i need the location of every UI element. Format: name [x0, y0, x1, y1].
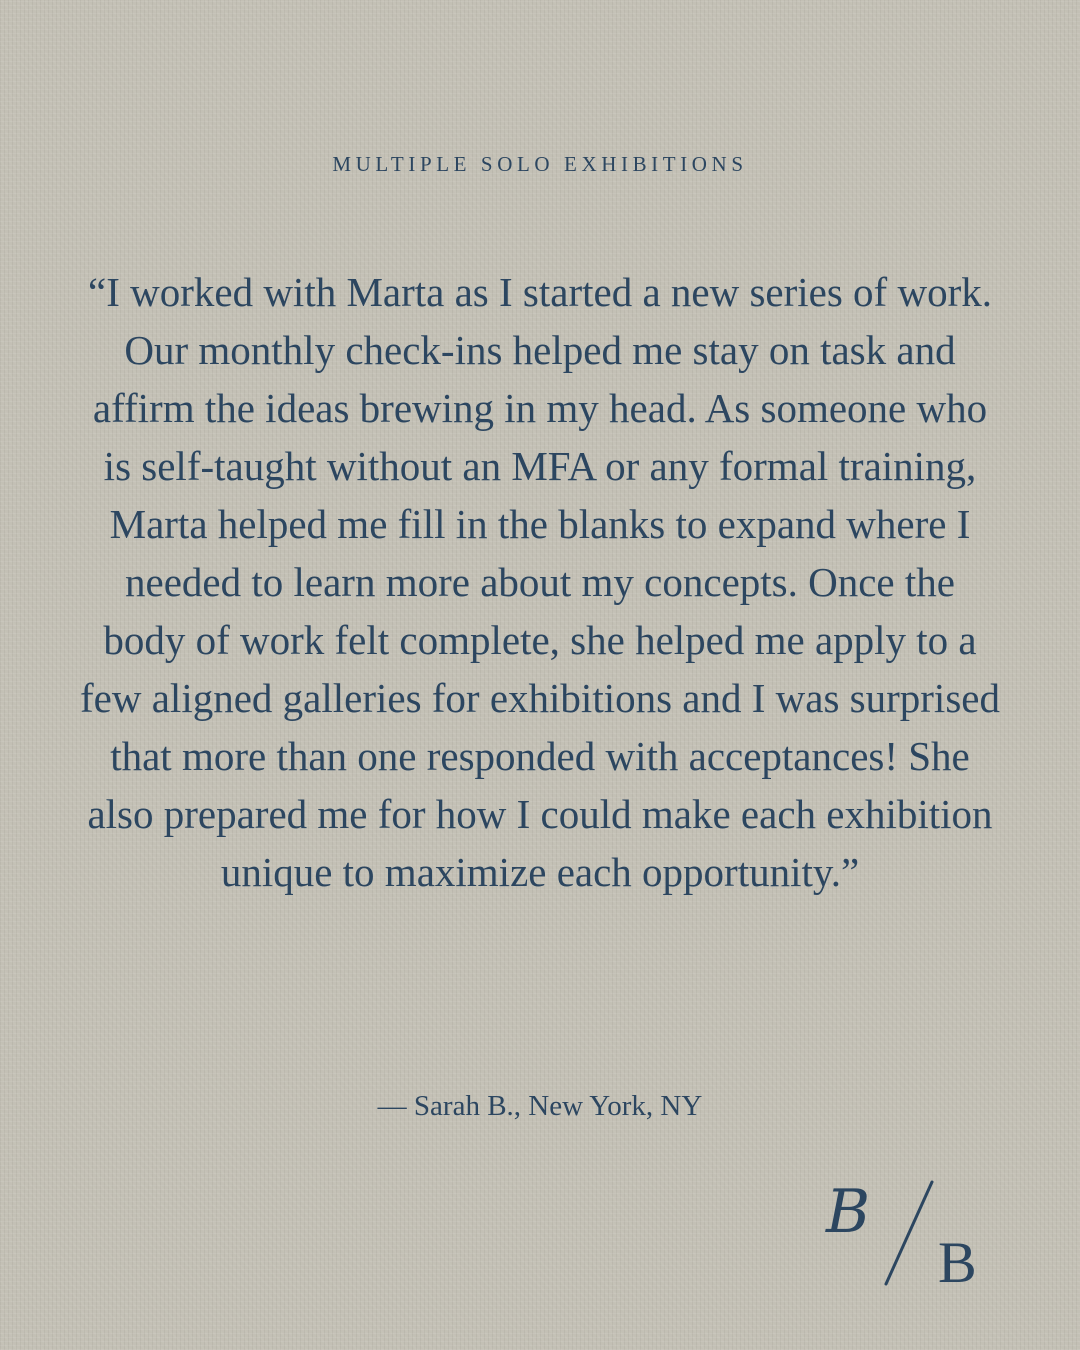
section-eyebrow: MULTIPLE SOLO EXHIBITIONS: [332, 152, 748, 176]
b-slash-b-monogram-icon: [820, 1170, 1010, 1300]
testimonial-quote: “I worked with Marta as I started a new series of work. Our monthly check-ins helped me stay on task and affirm the ideas brewing in my head. As someone who is self-taught without an MFA or any formal training, Marta helped me fill in the blanks to expand where I needed to learn more about my concepts. Once the body of work felt complete, she helped me apply to a few aligned galleries for exhibitions and I was surprised that more than one responded with acceptances! She also prepared me for how I could make each exhibition unique to maximize each opportunity.”: [80, 269, 1000, 895]
testimonial-attribution: — Sarah B., New York, NY: [377, 1090, 703, 1122]
svg-text:B: B: [938, 1230, 977, 1295]
svg-text:B: B: [826, 1177, 871, 1247]
